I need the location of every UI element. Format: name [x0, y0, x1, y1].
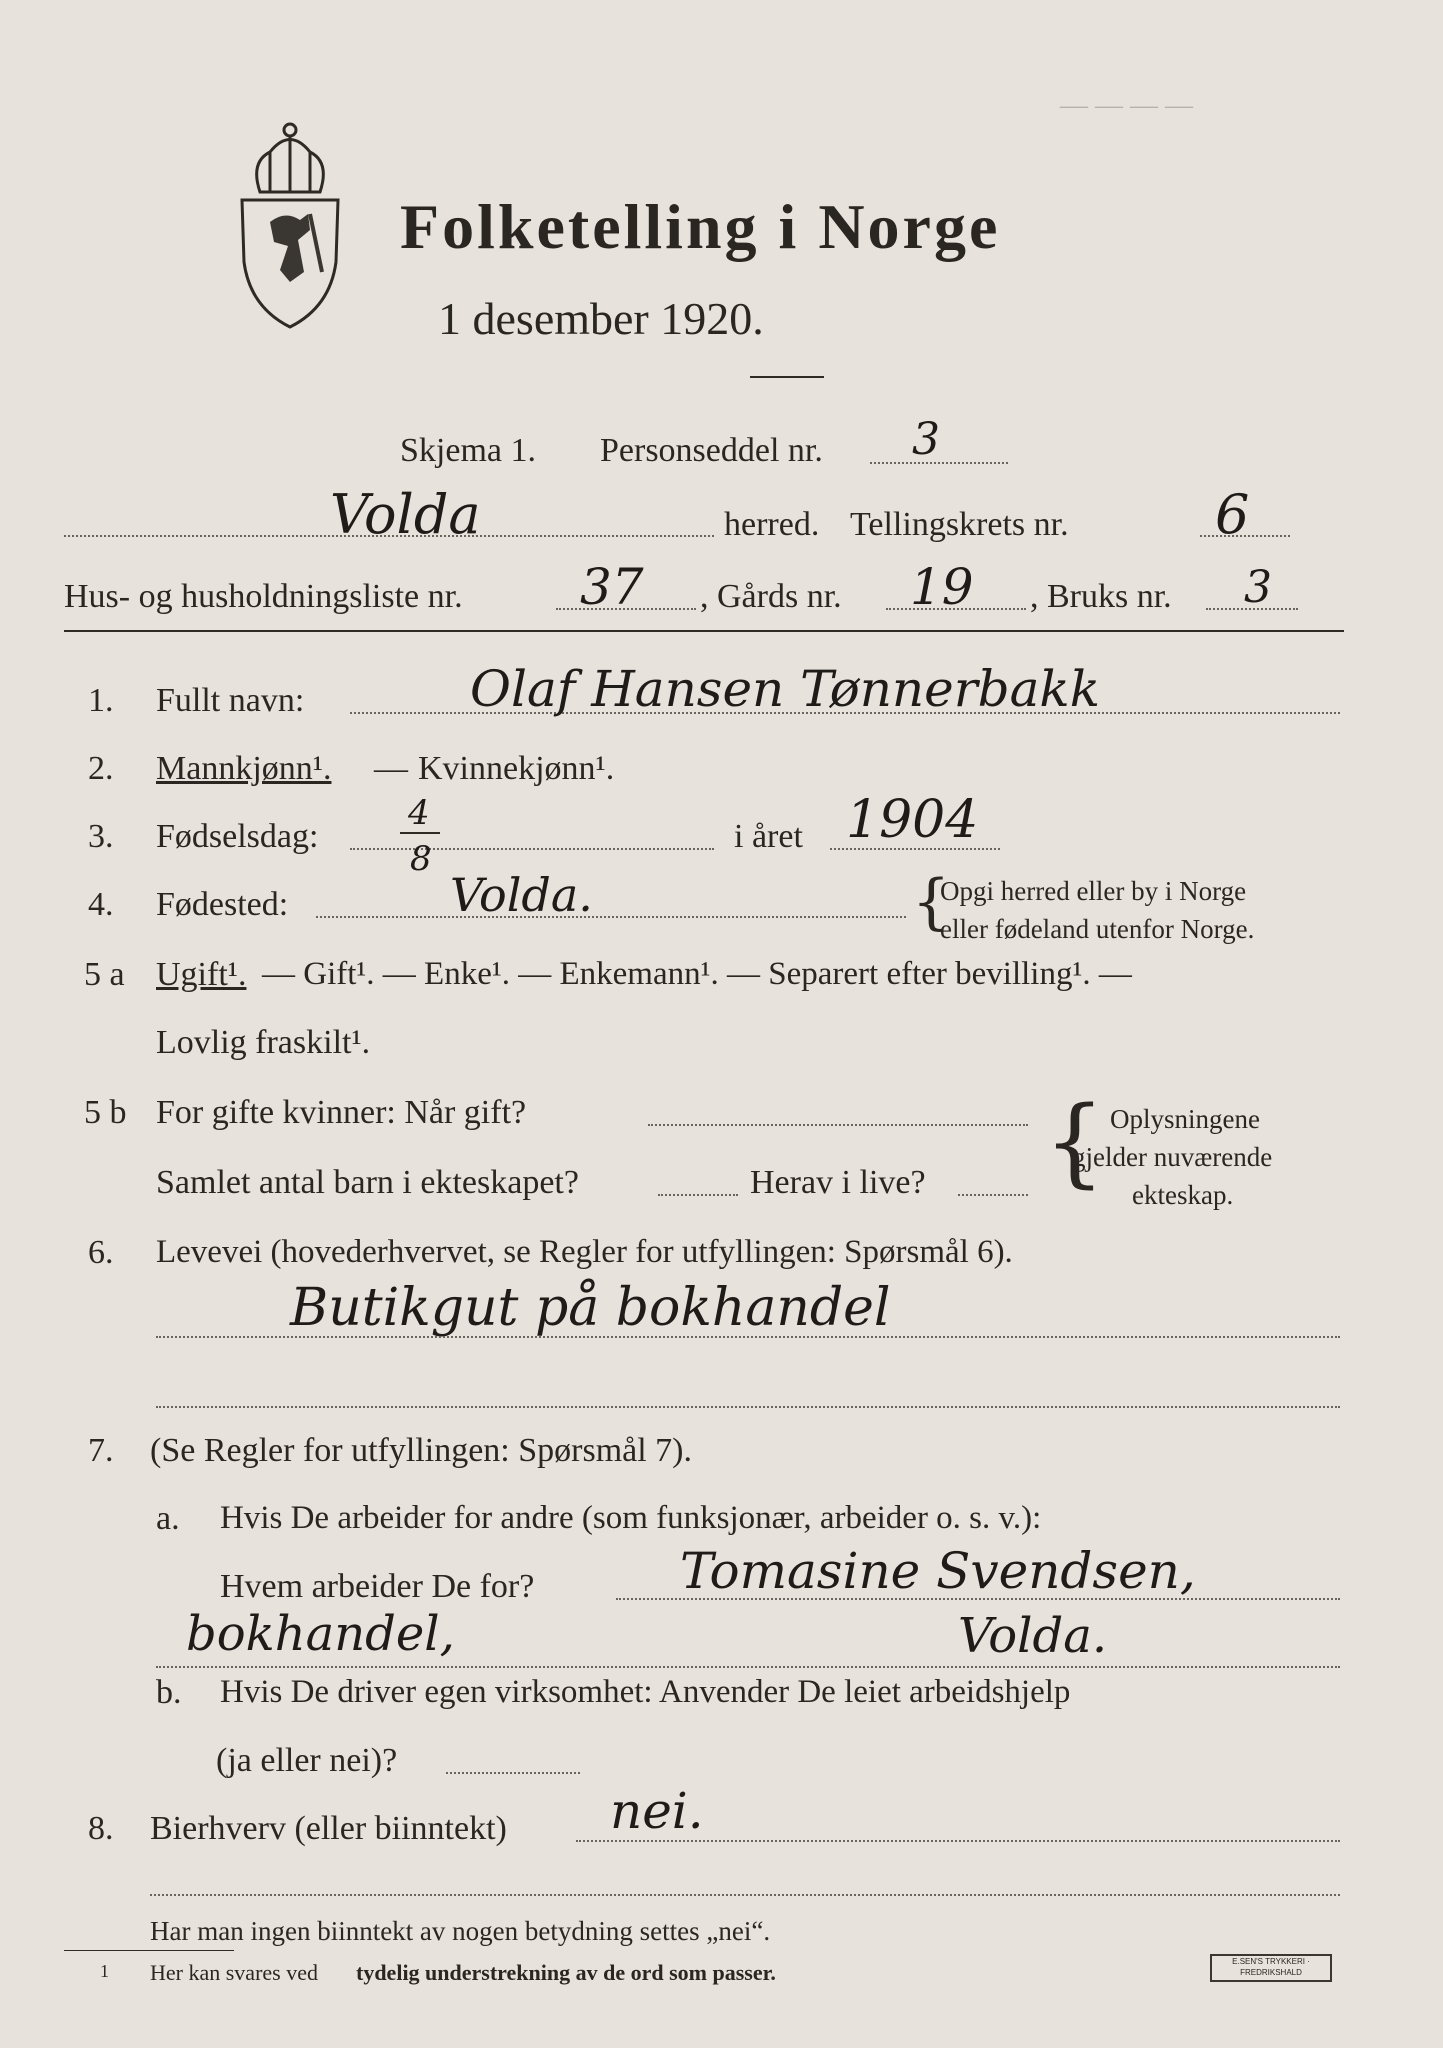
q7-number: 7.	[88, 1432, 114, 1469]
coat-of-arms-icon	[230, 122, 350, 332]
q4-brace: {	[912, 867, 951, 937]
skjema-label: Skjema 1.	[400, 432, 536, 469]
gards-value[interactable]: 19	[910, 558, 974, 616]
q2-number: 2.	[88, 750, 114, 787]
q2-female-option[interactable]: Kvinnekjønn¹.	[418, 750, 615, 787]
herred-value[interactable]: Volda	[330, 483, 481, 546]
bruks-value[interactable]: 3	[1244, 562, 1272, 613]
q3-year-value[interactable]: 1904	[846, 790, 979, 850]
q4-note-line1: Opgi herred eller by i Norge	[940, 876, 1247, 906]
q1-value[interactable]: Olaf Hansen Tønnerbakk	[470, 660, 1101, 718]
q3-number: 3.	[88, 818, 114, 855]
q3-day-dotline	[350, 848, 714, 850]
footnote-mark: 1	[100, 1961, 109, 1981]
tellingskrets-label: Tellingskrets nr.	[850, 506, 1069, 543]
tellingskrets-value[interactable]: 6	[1215, 483, 1250, 546]
nei-instruction: Har man ingen biinntekt av nogen betydning settes „nei“.	[150, 1916, 771, 1946]
q6-value[interactable]: Butikgut på bokhandel	[290, 1278, 891, 1338]
footnote-text-b: tydelig understrekning av de ord som passer.	[356, 1960, 776, 1985]
title-divider	[750, 376, 824, 378]
q5a-number: 5 a	[84, 956, 125, 993]
q4-number: 4.	[88, 886, 114, 923]
q6-line1	[156, 1336, 1340, 1338]
q7-label: (Se Regler for utfyllingen: Spørsmål 7).	[150, 1432, 693, 1469]
q7a-employer-business[interactable]: bokhandel,	[186, 1606, 455, 1662]
q7b-dotline	[446, 1772, 580, 1774]
husliste-label: Hus- og husholdningsliste nr.	[64, 578, 463, 615]
q4-note-line2: eller fødeland utenfor Norge.	[940, 914, 1255, 944]
q5b-note-line2: gjelder nuværende	[1072, 1142, 1273, 1172]
q7b-label-line2: (ja eller nei)?	[216, 1742, 398, 1779]
q5a-other-options[interactable]: — Gift¹. — Enke¹. — Enkemann¹. — Separert efter bevilling¹. —	[262, 956, 1132, 992]
q5b-alive-label: Herav i live?	[750, 1164, 926, 1201]
q5b-label: For gifte kvinner: Når gift?	[156, 1094, 527, 1131]
q4-dotline	[316, 916, 906, 918]
q5a-fraskilt-option[interactable]: Lovlig fraskilt¹.	[156, 1024, 371, 1061]
q7a-label: Hvis De arbeider for andre (som funksjonær, arbeider o. s. v.):	[220, 1500, 1042, 1536]
q7b-label: Hvis De driver egen virksomhet: Anvender De leiet arbeidshjelp	[220, 1674, 1071, 1710]
footnote-text-a: Her kan svares ved	[150, 1960, 318, 1985]
q5b-when-dotline	[648, 1124, 1028, 1126]
q6-label: Levevei (hovederhvervet, se Regler for utfyllingen: Spørsmål 6).	[156, 1234, 1013, 1270]
q8-dotline	[576, 1840, 1340, 1842]
personseddel-label: Personseddel nr.	[600, 432, 823, 469]
q5b-number: 5 b	[84, 1094, 127, 1131]
q5b-children-label: Samlet antal barn i ekteskapet?	[156, 1164, 579, 1201]
q5b-children-dotline	[658, 1194, 738, 1196]
q5b-note-line3: ekteskap.	[1132, 1180, 1234, 1210]
header-divider	[64, 630, 1344, 632]
q1-number: 1.	[88, 682, 114, 719]
q4-label: Fødested:	[156, 886, 289, 923]
q5b-alive-dotline	[958, 1194, 1028, 1196]
q8-label: Bierhverv (eller biinntekt)	[150, 1810, 507, 1847]
q4-value[interactable]: Volda.	[450, 868, 593, 922]
personseddel-value[interactable]: 3	[912, 414, 940, 465]
q5a-ugift-option[interactable]: Ugift¹.	[156, 956, 247, 993]
husliste-value[interactable]: 37	[580, 558, 644, 616]
q7b-letter: b.	[156, 1674, 182, 1711]
gards-label: , Gårds nr.	[700, 578, 842, 615]
q3-label: Fødselsdag:	[156, 818, 319, 855]
form-title: Folketelling i Norge	[400, 191, 1001, 262]
bruks-label: , Bruks nr.	[1030, 578, 1172, 615]
q3-fraction-bar	[400, 832, 440, 834]
q7a-letter: a.	[156, 1500, 180, 1537]
q7a-employer-name[interactable]: Tomasine Svendsen,	[680, 1542, 1196, 1600]
q6-line2	[156, 1406, 1340, 1408]
q2-male-option[interactable]: Mannkjønn¹.	[156, 750, 332, 787]
q2-separator: —	[374, 750, 408, 787]
herred-label: herred.	[724, 506, 820, 543]
q5b-brace: {	[1044, 1086, 1106, 1198]
footnote-divider	[64, 1950, 234, 1951]
form-date: 1 desember 1920.	[438, 293, 764, 344]
q3-day-value[interactable]: 4	[408, 793, 430, 833]
bleed-through-text: — — — —	[1060, 90, 1193, 121]
q5b-note-line1: Oplysningene	[1110, 1104, 1260, 1134]
q3-month-value[interactable]: 8	[410, 839, 432, 879]
q8-line2	[150, 1894, 1340, 1896]
q7a-employer-place[interactable]: Volda.	[958, 1608, 1108, 1664]
q8-value[interactable]: nei.	[610, 1782, 704, 1840]
q7a-dotline2	[156, 1666, 1340, 1668]
q7a-question: Hvem arbeider De for?	[220, 1568, 535, 1605]
q8-number: 8.	[88, 1810, 114, 1847]
q1-label: Fullt navn:	[156, 682, 305, 719]
q3-year-label: i året	[734, 818, 803, 855]
q6-number: 6.	[88, 1234, 114, 1271]
printer-stamp: E.SEN'S TRYKKERI · FREDRIKSHALD	[1210, 1954, 1332, 1982]
